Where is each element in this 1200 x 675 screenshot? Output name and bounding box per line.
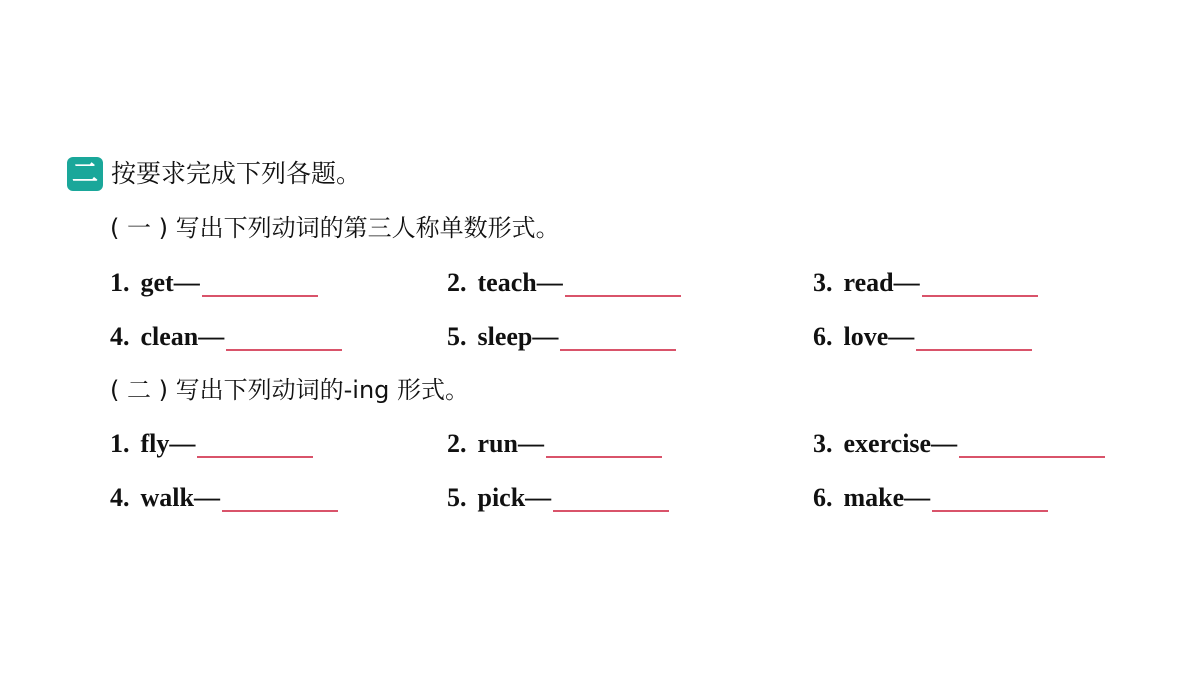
part2-item-3 bbox=[813, 429, 1105, 459]
answer-blank[interactable] bbox=[197, 456, 313, 458]
item-number: 4. bbox=[110, 322, 130, 351]
item-word: make— bbox=[843, 483, 931, 512]
answer-blank[interactable] bbox=[922, 295, 1038, 297]
item-number: 5. bbox=[447, 322, 467, 351]
part2-item-2 bbox=[447, 429, 662, 459]
answer-blank[interactable] bbox=[553, 510, 669, 512]
part2-item-6 bbox=[813, 483, 1048, 513]
item-number: 4. bbox=[110, 483, 130, 512]
answer-blank[interactable] bbox=[226, 349, 342, 351]
item-number: 3. bbox=[813, 429, 833, 458]
part1-item-2 bbox=[447, 268, 681, 298]
item-word: sleep— bbox=[477, 322, 559, 351]
answer-blank[interactable] bbox=[546, 456, 662, 458]
section-title: 按要求完成下列各题。 bbox=[111, 159, 362, 188]
item-word: exercise— bbox=[843, 429, 958, 458]
item-number: 1. bbox=[110, 268, 130, 297]
part1-item-5 bbox=[447, 322, 676, 352]
item-number: 2. bbox=[447, 429, 467, 458]
item-number: 2. bbox=[447, 268, 467, 297]
part1-item-4 bbox=[110, 322, 342, 352]
item-word: get— bbox=[140, 268, 200, 297]
item-number: 1. bbox=[110, 429, 130, 458]
answer-blank[interactable] bbox=[565, 295, 681, 297]
item-word: clean— bbox=[140, 322, 225, 351]
answer-blank[interactable] bbox=[916, 349, 1032, 351]
part1-item-1 bbox=[110, 268, 318, 298]
answer-blank[interactable] bbox=[202, 295, 318, 297]
item-number: 5. bbox=[447, 483, 467, 512]
section-heading bbox=[67, 156, 361, 192]
part1-title: ( 一 ) 写出下列动词的第三人称单数形式。 bbox=[110, 214, 560, 242]
item-number: 6. bbox=[813, 322, 833, 351]
item-word: pick— bbox=[477, 483, 552, 512]
part1-item-3 bbox=[813, 268, 1038, 298]
answer-blank[interactable] bbox=[560, 349, 676, 351]
answer-blank[interactable] bbox=[222, 510, 338, 512]
answer-blank[interactable] bbox=[932, 510, 1048, 512]
item-number: 6. bbox=[813, 483, 833, 512]
part1-item-6 bbox=[813, 322, 1032, 352]
part2-item-4 bbox=[110, 483, 338, 513]
part2-item-5 bbox=[447, 483, 669, 513]
item-word: read— bbox=[843, 268, 920, 297]
part2-title: ( 二 ) 写出下列动词的-ing 形式。 bbox=[110, 376, 470, 404]
answer-blank[interactable] bbox=[959, 456, 1105, 458]
item-number: 3. bbox=[813, 268, 833, 297]
item-word: teach— bbox=[477, 268, 563, 297]
item-word: walk— bbox=[140, 483, 220, 512]
item-word: run— bbox=[477, 429, 544, 458]
item-word: fly— bbox=[140, 429, 196, 458]
part2-item-1 bbox=[110, 429, 313, 459]
section-number-badge: 二 bbox=[67, 157, 103, 191]
item-word: love— bbox=[843, 322, 915, 351]
